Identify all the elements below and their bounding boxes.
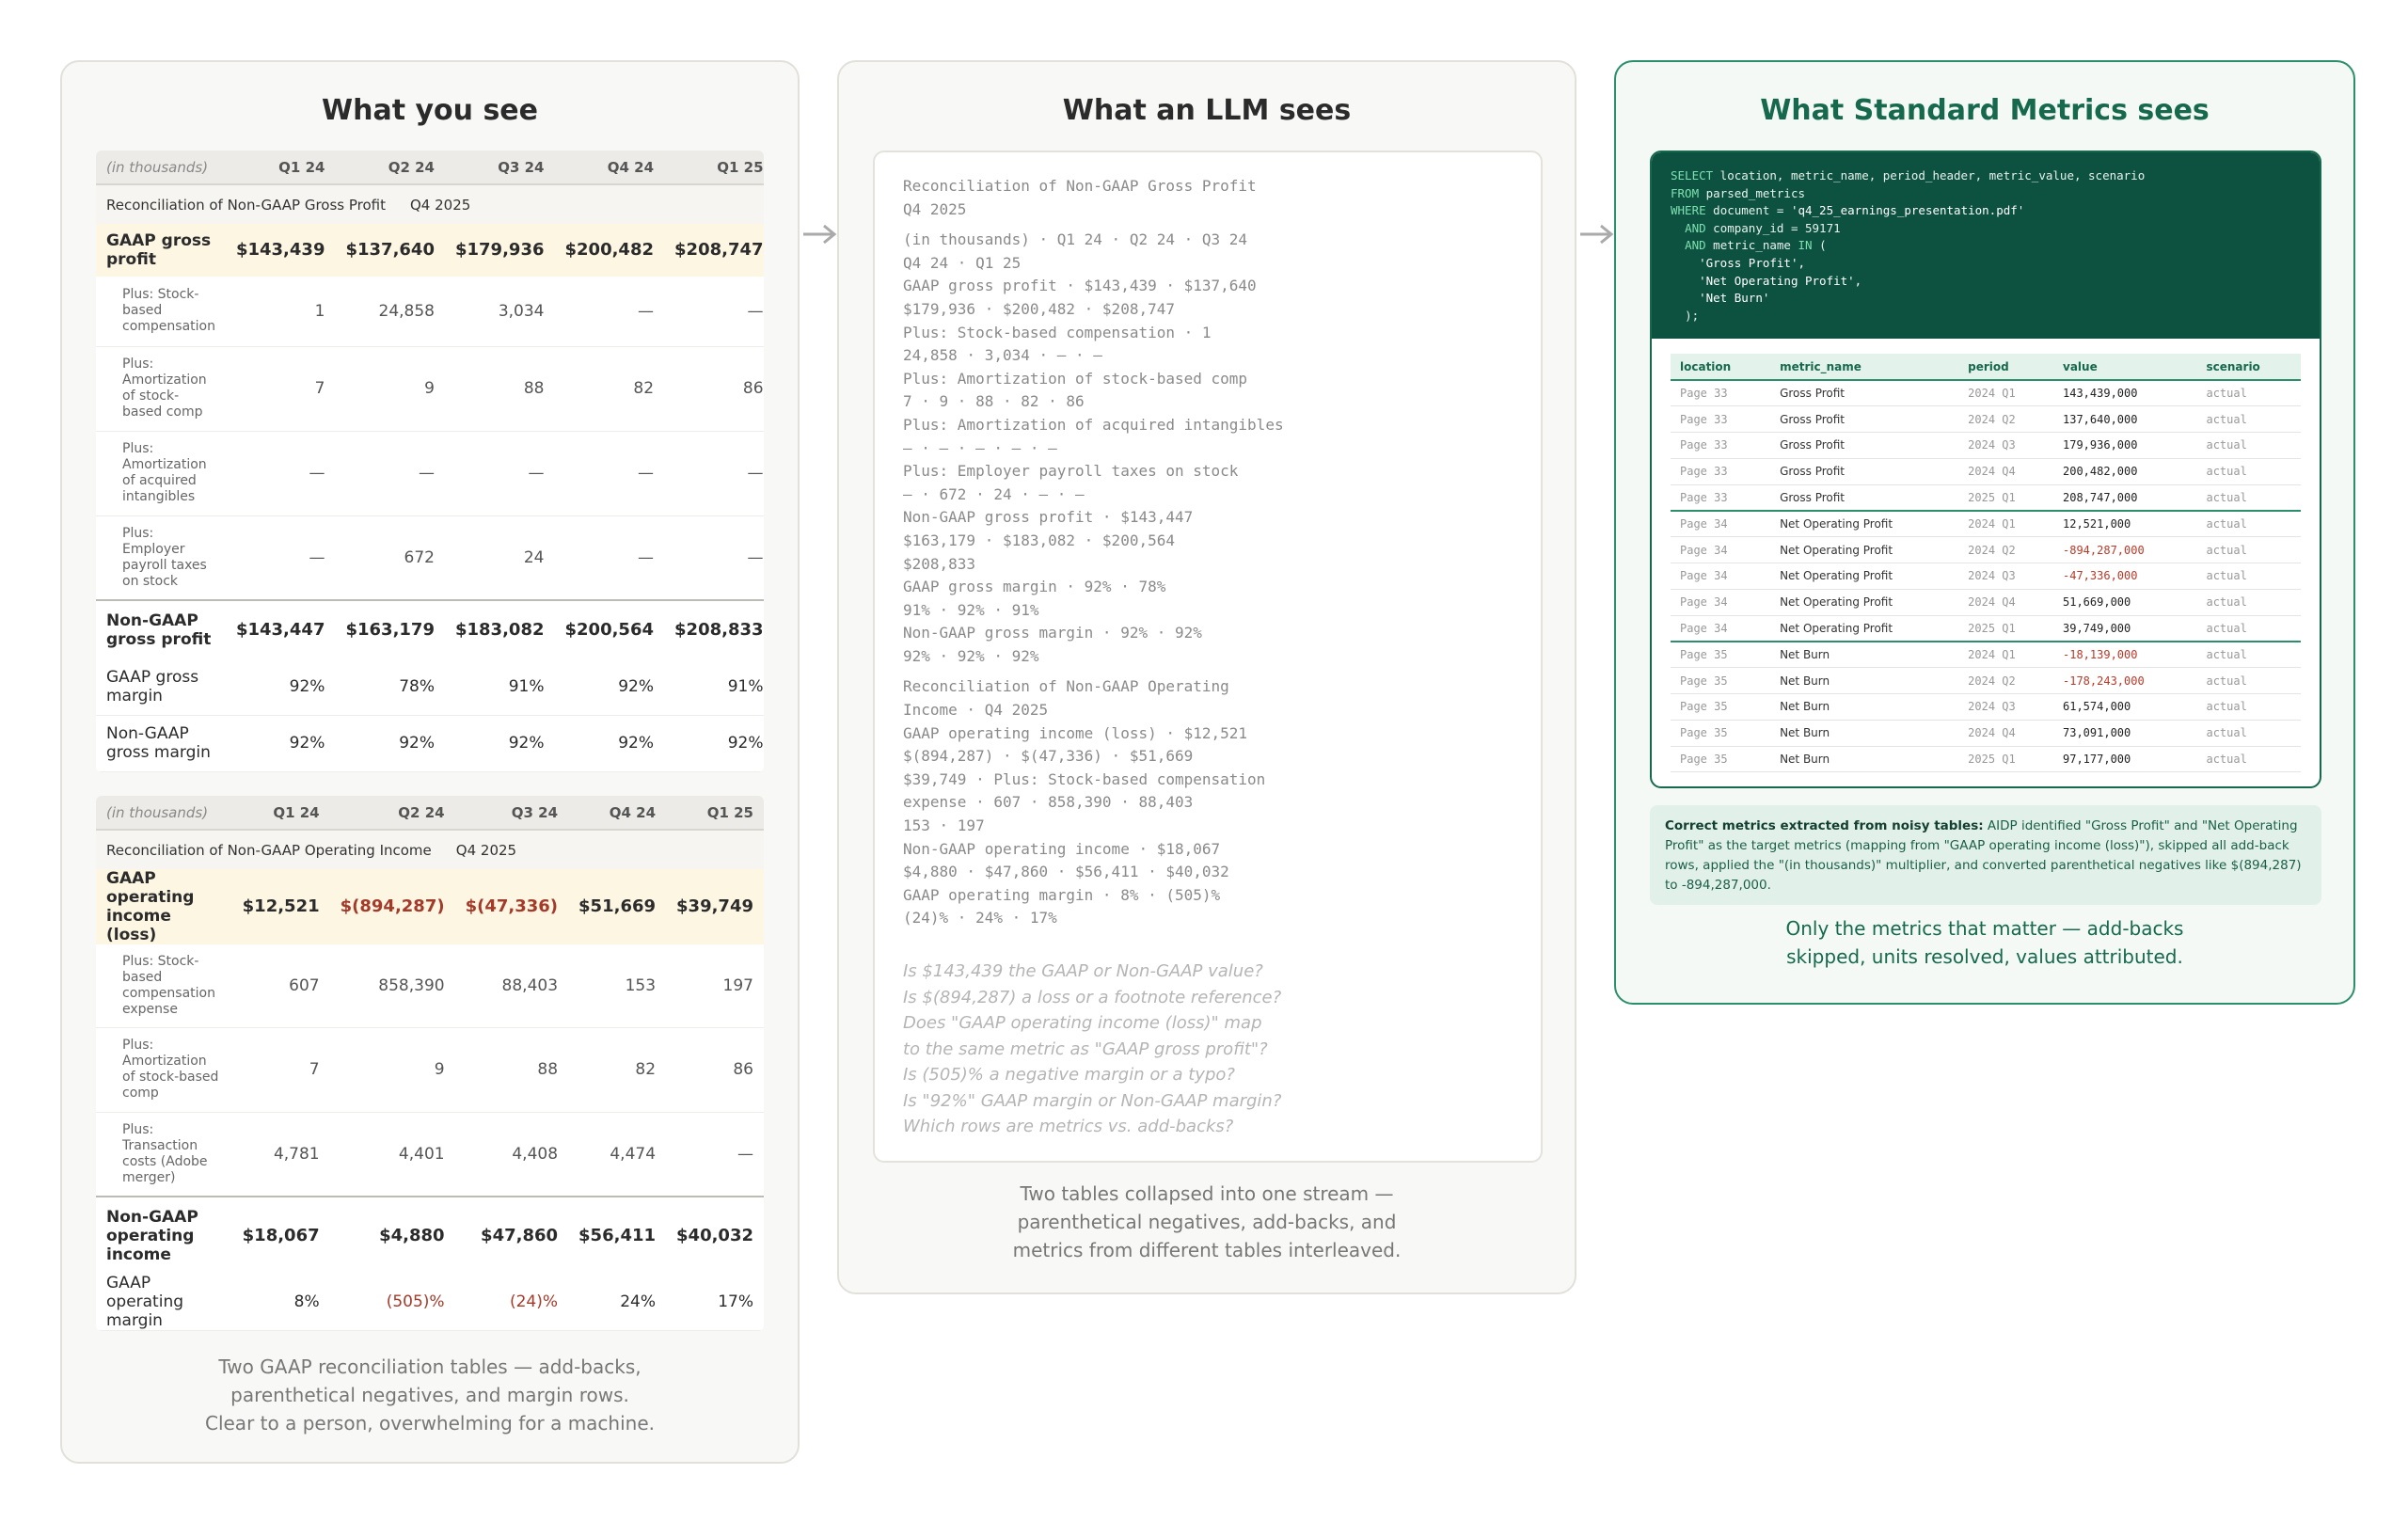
sql-text: document = xyxy=(1705,203,1791,218)
table-title-period: Q4 2025 xyxy=(409,196,471,214)
table-row xyxy=(96,515,764,600)
value-cell: 61,574,000 xyxy=(2053,694,2196,721)
value-cell: $137,640 xyxy=(335,224,445,277)
value-cell: 4,781 xyxy=(232,1112,330,1197)
result-row xyxy=(1671,720,2301,746)
period-cell: 2024 Q3 xyxy=(1958,694,2053,721)
value-cell: 179,936,000 xyxy=(2053,433,2196,459)
result-row xyxy=(1671,668,2301,694)
operating-income-table xyxy=(96,796,764,1331)
value-cell: $47,860 xyxy=(455,1197,568,1274)
scenario-cell: actual xyxy=(2196,563,2301,590)
sql-keyword: FROM xyxy=(1671,185,1700,200)
result-row xyxy=(1671,563,2301,590)
units-label: (in thousands) xyxy=(96,151,226,184)
value-cell: — xyxy=(226,515,336,600)
metric-cell: Gross Profit xyxy=(1770,484,1958,511)
period-cell: 2025 Q1 xyxy=(1958,615,2053,642)
value-cell: 86 xyxy=(664,346,764,431)
row-label: Plus: Stock-based compensation expense xyxy=(96,944,232,1027)
value-cell: 92% xyxy=(555,658,665,715)
metric-cell: Net Burn xyxy=(1770,668,1958,694)
value-cell: -894,287,000 xyxy=(2053,537,2196,563)
value-cell: 153 xyxy=(568,944,666,1027)
period-cell: 2024 Q2 xyxy=(1958,406,2053,433)
table-row xyxy=(96,431,764,515)
value-cell: 7 xyxy=(232,1027,330,1112)
value-cell: $40,032 xyxy=(666,1197,764,1274)
value-cell: — xyxy=(445,431,555,515)
value-cell: 672 xyxy=(335,515,445,600)
column-header: Q3 24 xyxy=(455,796,568,830)
period-cell: 2024 Q2 xyxy=(1958,668,2053,694)
value-cell: — xyxy=(666,1112,764,1197)
metric-cell: Net Burn xyxy=(1770,694,1958,721)
table-row xyxy=(96,869,764,944)
metric-cell: Gross Profit xyxy=(1770,458,1958,484)
result-row xyxy=(1671,537,2301,563)
location-cell: Page 34 xyxy=(1671,563,1770,590)
value-cell: 86 xyxy=(666,1027,764,1112)
value-cell: — xyxy=(555,277,665,346)
result-row xyxy=(1671,380,2301,406)
table-row xyxy=(96,224,764,277)
result-row xyxy=(1671,589,2301,615)
value-cell: 3,034 xyxy=(445,277,555,346)
value-cell: $39,749 xyxy=(666,869,764,944)
value-cell: 1 xyxy=(226,277,336,346)
panel-what-standard-metrics-sees xyxy=(1614,60,2355,1005)
table-row xyxy=(96,346,764,431)
scenario-cell: actual xyxy=(2196,720,2301,746)
location-cell: Page 35 xyxy=(1671,668,1770,694)
value-cell: 88 xyxy=(455,1027,568,1112)
column-header: value xyxy=(2053,354,2196,380)
llm-text-block: Reconciliation of Non-GAAP Operating Income · Q4 2025 GAAP operating income (loss) · $12,521 $(894,287) · $(47,336) · $51,669 $39,749 · Plus: Stock-based compensation expense · 607 · 858,390 · 88,403 153 · 197 Non-GAAP operating income · $18,067 $4,880 · $47,860 · $56,411 · $40,032 GAAP operating margin · 8% · (505)% (24)% · 24% · 17% xyxy=(903,677,1266,927)
value-cell: 88,403 xyxy=(455,944,568,1027)
sql-keyword: AND xyxy=(1685,220,1706,235)
scenario-cell: actual xyxy=(2196,589,2301,615)
metric-cell: Net Operating Profit xyxy=(1770,563,1958,590)
sql-keyword: WHERE xyxy=(1671,203,1706,218)
llm-text-block: (in thousands) · Q1 24 · Q2 24 · Q3 24 Q4 24 · Q1 25 GAAP gross profit · $143,439 · $137,640 $179,936 · $200,482 · $208,747 Plus: Stock-based compensation · 1 24,858 · 3,034 · — · — Plus: Amortization of stock-based comp 7 · 9 · 88 · 82 · 86 Plus: Amortization of acquired intangibles — · — · — · — · — Plus: Employer payroll taxes on stock — · 672 · 24 · — · — Non-GAAP gross profit · $143,447 $163,179 · $183,082 · $200,564 $208,833 GAAP gross margin · 92% · 78% 91% · 92% · 91% Non-GAAP gross margin · 92% · 92% 92% · 92% · 92% xyxy=(903,230,1284,665)
scenario-cell: actual xyxy=(2196,380,2301,406)
units-label: (in thousands) xyxy=(96,796,232,830)
value-cell: (505)% xyxy=(330,1274,455,1331)
value-cell: 17% xyxy=(666,1274,764,1331)
table-title xyxy=(96,184,764,224)
location-cell: Page 34 xyxy=(1671,537,1770,563)
sql-keyword: AND xyxy=(1685,238,1706,253)
value-cell: — xyxy=(664,515,764,600)
column-header: Q3 24 xyxy=(445,151,555,184)
scenario-cell: actual xyxy=(2196,511,2301,537)
result-row xyxy=(1671,433,2301,459)
location-cell: Page 35 xyxy=(1671,720,1770,746)
row-label: Plus: Stock-based compensation xyxy=(96,277,226,346)
table-header-row xyxy=(96,796,764,830)
note-heading: Correct metrics extracted from noisy tables: xyxy=(1665,818,1984,833)
value-cell: 4,408 xyxy=(455,1112,568,1197)
column-header: metric_name xyxy=(1770,354,1958,380)
value-cell: 12,521,000 xyxy=(2053,511,2196,537)
location-cell: Page 35 xyxy=(1671,746,1770,772)
column-header: Q2 24 xyxy=(330,796,455,830)
column-header: Q4 24 xyxy=(555,151,665,184)
row-label: Plus: Amortization of stock-based comp xyxy=(96,1027,232,1112)
scenario-cell: actual xyxy=(2196,406,2301,433)
value-cell: — xyxy=(664,431,764,515)
location-cell: Page 34 xyxy=(1671,589,1770,615)
sql-keyword: IN xyxy=(1798,238,1813,253)
table-row xyxy=(96,1027,764,1112)
value-cell: 91% xyxy=(445,658,555,715)
location-cell: Page 33 xyxy=(1671,406,1770,433)
sql-query xyxy=(1652,152,2320,339)
value-cell: — xyxy=(226,431,336,515)
row-label: Non-GAAP operating income xyxy=(96,1197,232,1274)
value-cell: — xyxy=(664,277,764,346)
row-label: Plus: Transaction costs (Adobe merger) xyxy=(96,1112,232,1197)
period-cell: 2024 Q1 xyxy=(1958,511,2053,537)
panel-caption: Two tables collapsed into one stream — parenthetical negatives, add-backs, and metrics from different tables interleaved. xyxy=(1012,1182,1402,1261)
row-label: Plus: Employer payroll taxes on stock xyxy=(96,515,226,600)
period-cell: 2024 Q3 xyxy=(1958,433,2053,459)
column-header: period xyxy=(1958,354,2053,380)
row-label: Plus: Amortization of stock-based comp xyxy=(96,346,226,431)
table-title-text: Reconciliation of Non-GAAP Gross Profit xyxy=(106,196,386,214)
scenario-cell: actual xyxy=(2196,642,2301,668)
row-label: Plus: Amortization of acquired intangibles xyxy=(96,431,226,515)
value-cell: (24)% xyxy=(455,1274,568,1331)
value-cell: — xyxy=(555,431,665,515)
result-row xyxy=(1671,484,2301,511)
value-cell: $(894,287) xyxy=(330,869,455,944)
metric-cell: Net Burn xyxy=(1770,642,1958,668)
sql-string: 'Gross Profit', xyxy=(1699,255,1805,270)
value-cell: 78% xyxy=(335,658,445,715)
value-cell: 24 xyxy=(445,515,555,600)
sql-string: 'Net Burn' xyxy=(1699,291,1770,306)
sql-text: ); xyxy=(1685,308,1700,323)
location-cell: Page 35 xyxy=(1671,694,1770,721)
value-cell: $12,521 xyxy=(232,869,330,944)
value-cell: $51,669 xyxy=(568,869,666,944)
value-cell: 4,401 xyxy=(330,1112,455,1197)
table-row xyxy=(96,1112,764,1197)
value-cell: $163,179 xyxy=(335,600,445,658)
value-cell: 92% xyxy=(226,715,336,771)
value-cell: 82 xyxy=(568,1027,666,1112)
result-row xyxy=(1671,746,2301,772)
row-label: GAAP gross margin xyxy=(96,658,226,715)
value-cell: 143,439,000 xyxy=(2053,380,2196,406)
value-cell: 200,482,000 xyxy=(2053,458,2196,484)
value-cell: $4,880 xyxy=(330,1197,455,1274)
value-cell: 51,669,000 xyxy=(2053,589,2196,615)
value-cell: 92% xyxy=(555,715,665,771)
value-cell: $208,833 xyxy=(664,600,764,658)
value-cell: $183,082 xyxy=(445,600,555,658)
note-text: AIDP identified "Gross Profit" and "Net Operating Profit" as the target metrics (mapping from "GAAP operating income (loss)"), skipped all add-back rows, applied the "(in thousands)" multiplier, and converted parenthetical negatives like $(894,287) to -894,287,000. xyxy=(1665,818,2302,893)
table-row xyxy=(96,658,764,715)
value-cell: 7 xyxy=(226,346,336,431)
value-cell: $18,067 xyxy=(232,1197,330,1274)
value-cell: $200,564 xyxy=(555,600,665,658)
value-cell: 208,747,000 xyxy=(2053,484,2196,511)
sql-text: metric_name xyxy=(1705,238,1798,253)
location-cell: Page 33 xyxy=(1671,433,1770,459)
sql-text: company_id = 59171 xyxy=(1705,220,1841,235)
scenario-cell: actual xyxy=(2196,694,2301,721)
value-cell: 858,390 xyxy=(330,944,455,1027)
scenario-cell: actual xyxy=(2196,746,2301,772)
result-row xyxy=(1671,694,2301,721)
table-title-row xyxy=(96,830,764,869)
value-cell: 4,474 xyxy=(568,1112,666,1197)
result-row xyxy=(1671,642,2301,668)
value-cell: 607 xyxy=(232,944,330,1027)
llm-text-block: Reconciliation of Non-GAAP Gross Profit Q4 2025 xyxy=(903,177,1257,218)
row-label: Non-GAAP gross profit xyxy=(96,600,226,658)
result-row xyxy=(1671,458,2301,484)
column-header: Q1 25 xyxy=(666,796,764,830)
column-header: location xyxy=(1671,354,1770,380)
period-cell: 2024 Q4 xyxy=(1958,458,2053,484)
value-cell: 92% xyxy=(226,658,336,715)
column-header: Q1 24 xyxy=(232,796,330,830)
sql-text: ( xyxy=(1812,238,1827,253)
table-title-text: Reconciliation of Non-GAAP Operating Income xyxy=(106,841,432,859)
value-cell: $208,747 xyxy=(664,224,764,277)
sql-text: parsed_metrics xyxy=(1699,185,1805,200)
value-cell: — xyxy=(335,431,445,515)
location-cell: Page 35 xyxy=(1671,642,1770,668)
result-row xyxy=(1671,615,2301,642)
location-cell: Page 34 xyxy=(1671,511,1770,537)
table-row xyxy=(96,1197,764,1274)
sql-string: 'Net Operating Profit', xyxy=(1699,273,1862,288)
metric-cell: Gross Profit xyxy=(1770,380,1958,406)
scenario-cell: actual xyxy=(2196,458,2301,484)
location-cell: Page 33 xyxy=(1671,458,1770,484)
period-cell: 2025 Q1 xyxy=(1958,484,2053,511)
row-label: GAAP operating income (loss) xyxy=(96,869,232,944)
value-cell: 39,749,000 xyxy=(2053,615,2196,642)
value-cell: 137,640,000 xyxy=(2053,406,2196,433)
metric-cell: Net Operating Profit xyxy=(1770,589,1958,615)
sql-string: 'q4_25_earnings_presentation.pdf' xyxy=(1790,203,2025,218)
period-cell: 2024 Q4 xyxy=(1958,720,2053,746)
metric-cell: Net Operating Profit xyxy=(1770,537,1958,563)
value-cell: $143,439 xyxy=(226,224,336,277)
column-header: scenario xyxy=(2196,354,2301,380)
value-cell: $56,411 xyxy=(568,1197,666,1274)
value-cell: $179,936 xyxy=(445,224,555,277)
llm-questions: Is $143,439 the GAAP or Non-GAAP value? Is $(894,287) a loss or a footnote reference? Does "GAAP operating income (loss)" map to the same metric as "GAAP gross profit"? Is (505)% a negative margin or a typo? Is "92%" GAAP margin or Non-GAAP margin? Which rows are metrics vs. add-backs? xyxy=(903,961,1282,1136)
panel-caption: Only the metrics that matter — add-backs skipped, units resolved, values attributed. xyxy=(1785,917,2184,968)
scenario-cell: actual xyxy=(2196,537,2301,563)
period-cell: 2024 Q2 xyxy=(1958,537,2053,563)
result-row xyxy=(1671,511,2301,537)
table-row xyxy=(96,944,764,1027)
panel-what-you-see xyxy=(60,60,800,1464)
metric-cell: Net Operating Profit xyxy=(1770,511,1958,537)
value-cell: -18,139,000 xyxy=(2053,642,2196,668)
panel-what-llm-sees xyxy=(837,60,1576,1294)
result-row xyxy=(1671,406,2301,433)
llm-text-stream xyxy=(873,151,1543,1163)
period-cell: 2024 Q3 xyxy=(1958,563,2053,590)
sql-text: location, metric_name, period_header, metric_value, scenario xyxy=(1713,168,2146,182)
value-cell: 8% xyxy=(232,1274,330,1331)
table-title xyxy=(96,830,764,869)
panel-title: What you see xyxy=(322,94,538,127)
value-cell: 88 xyxy=(445,346,555,431)
column-header: Q4 24 xyxy=(568,796,666,830)
metric-cell: Gross Profit xyxy=(1770,406,1958,433)
gross-profit-table xyxy=(96,151,764,772)
sql-result-card xyxy=(1650,151,2321,788)
table-title-period: Q4 2025 xyxy=(455,841,517,859)
period-cell: 2025 Q1 xyxy=(1958,746,2053,772)
value-cell: 92% xyxy=(445,715,555,771)
table-row xyxy=(96,1274,764,1331)
value-cell: $143,447 xyxy=(226,600,336,658)
arrow-right-icon xyxy=(801,220,839,248)
column-header: Q1 24 xyxy=(226,151,336,184)
panel-title: What Standard Metrics sees xyxy=(1760,94,2210,127)
location-cell: Page 33 xyxy=(1671,380,1770,406)
scenario-cell: actual xyxy=(2196,668,2301,694)
value-cell: $200,482 xyxy=(555,224,665,277)
table-title-row xyxy=(96,184,764,224)
value-cell: 9 xyxy=(335,346,445,431)
sql-keyword: SELECT xyxy=(1671,168,1714,182)
table-header-row xyxy=(96,151,764,184)
value-cell: 197 xyxy=(666,944,764,1027)
panel-title: What an LLM sees xyxy=(1062,94,1352,127)
row-label: GAAP gross profit xyxy=(96,224,226,277)
arrow-right-icon xyxy=(1578,220,1616,248)
value-cell: 82 xyxy=(555,346,665,431)
value-cell: — xyxy=(555,515,665,600)
value-cell: 24% xyxy=(568,1274,666,1331)
period-cell: 2024 Q4 xyxy=(1958,589,2053,615)
value-cell: 73,091,000 xyxy=(2053,720,2196,746)
table-row xyxy=(96,715,764,771)
location-cell: Page 34 xyxy=(1671,615,1770,642)
result-table xyxy=(1671,354,2301,772)
row-label: GAAP operating margin xyxy=(96,1274,232,1331)
metric-cell: Net Burn xyxy=(1770,746,1958,772)
result-note xyxy=(1650,805,2321,905)
value-cell: 97,177,000 xyxy=(2053,746,2196,772)
location-cell: Page 33 xyxy=(1671,484,1770,511)
scenario-cell: actual xyxy=(2196,433,2301,459)
value-cell: 24,858 xyxy=(335,277,445,346)
value-cell: 92% xyxy=(664,715,764,771)
metric-cell: Net Operating Profit xyxy=(1770,615,1958,642)
value-cell: 92% xyxy=(335,715,445,771)
period-cell: 2024 Q1 xyxy=(1958,642,2053,668)
value-cell: 91% xyxy=(664,658,764,715)
value-cell: -178,243,000 xyxy=(2053,668,2196,694)
row-label: Non-GAAP gross margin xyxy=(96,715,226,771)
column-header: Q1 25 xyxy=(664,151,764,184)
scenario-cell: actual xyxy=(2196,484,2301,511)
column-header: Q2 24 xyxy=(335,151,445,184)
value-cell: $(47,336) xyxy=(455,869,568,944)
panel-caption: Two GAAP reconciliation tables — add-backs, parenthetical negatives, and margin rows. Clear to a person, overwhelming for a machine. xyxy=(204,1356,656,1435)
period-cell: 2024 Q1 xyxy=(1958,380,2053,406)
value-cell: -47,336,000 xyxy=(2053,563,2196,590)
metric-cell: Gross Profit xyxy=(1770,433,1958,459)
scenario-cell: actual xyxy=(2196,615,2301,642)
metric-cell: Net Burn xyxy=(1770,720,1958,746)
table-row xyxy=(96,600,764,658)
table-row xyxy=(96,277,764,346)
value-cell: 9 xyxy=(330,1027,455,1112)
